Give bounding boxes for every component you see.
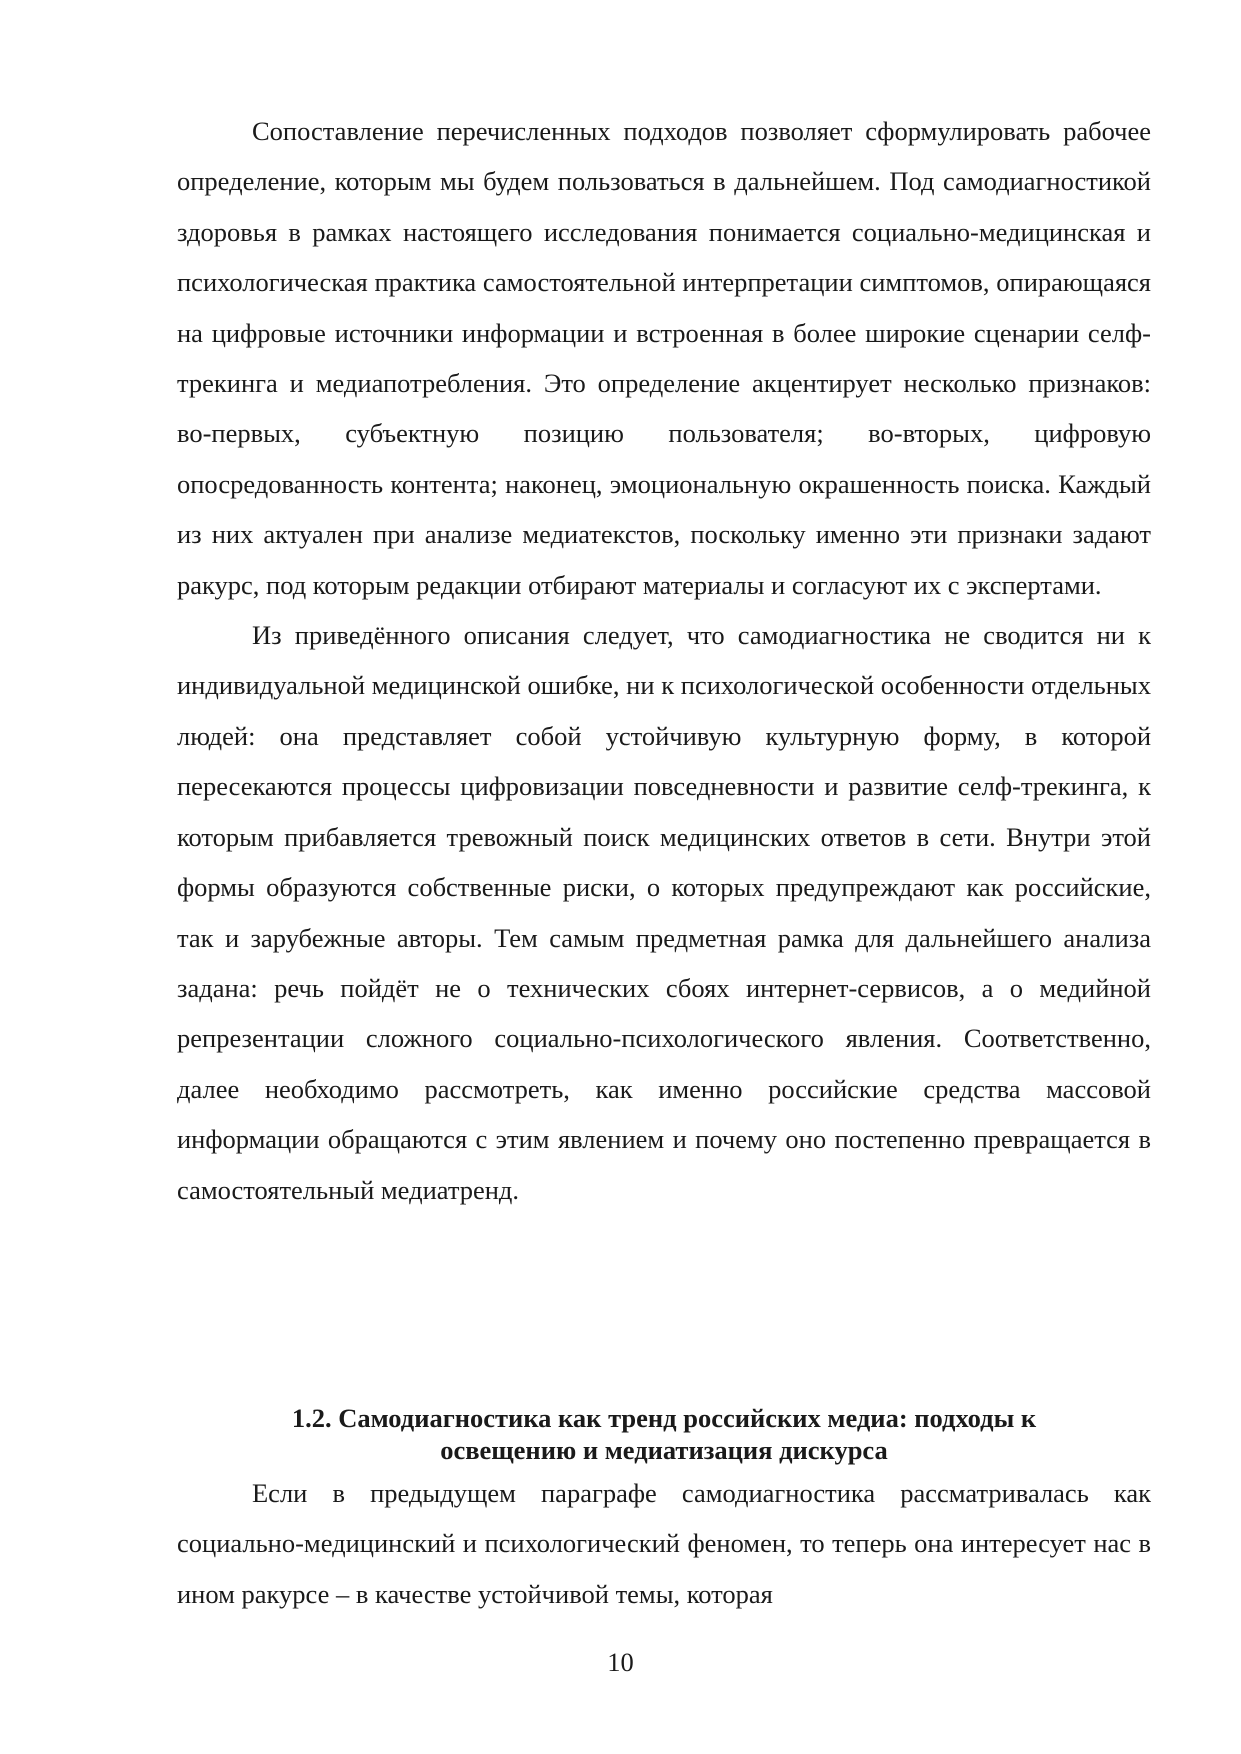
page-number: 10	[607, 1647, 634, 1677]
section-heading-line-1: 1.2. Самодиагностика как тренд российских медиа: подходы к	[291, 1403, 1037, 1433]
paragraph-definition: Сопоставление перечисленных подходов позволяет сформулировать рабочее определение, которым мы будем пользоваться в дальнейшем. Под самодиагностикой здоровья в рамках настоящего исследования понимается социально-медицинская и психологическая практика самостоятельной интерпретации симптомов, опирающаяся на цифровые источники информации и встроенная в более широкие сценарии селф-трекинга и медиапотребления. Это определение акцентирует несколько признаков: во-первых, субъектную позицию пользователя; во-вторых, цифровую опосредованность контента; наконец, эмоциональную окрашенность поиска. Каждый из них актуален при анализе медиатекстов, поскольку именно эти признаки задают ракурс, под которым редакции отбирают материалы и согласуют их с экспертами.	[177, 116, 1151, 600]
paragraph-conclusion: Из приведённого описания следует, что самодиагностика не сводится ни к индивидуальной медицинской ошибке, ни к психологической особенности отдельных людей: она представляет собой устойчивую культурную форму, в которой пересекаются процессы цифровизации повседневности и развитие селф-трекинга, к которым прибавляется тревожный поиск медицинских ответов в сети. Внутри этой формы образуются собственные риски, о которых предупреждают как российские, так и зарубежные авторы. Тем самым предметная рамка для дальнейшего анализа задана: речь пойдёт не о технических сбоях интернет-сервисов, а о медийной репрезентации сложного социально-психологического явления. Соответственно, далее необходимо рассмотреть, как именно российские средства массовой информации обращаются с этим явлением и почему оно постепенно превращается в самостоятельный медиатренд.	[177, 620, 1151, 1205]
section-heading	[177, 1402, 1151, 1466]
body-text-upper	[177, 106, 1151, 1215]
paragraph-section-intro: Если в предыдущем параграфе самодиагностика рассматривалась как социально-медицинский и психологический феномен, то теперь она интересует нас в ином ракурсе – в качестве устойчивой темы, которая	[177, 1478, 1151, 1609]
section-heading-line-2: освещению и медиатизация дискурса	[440, 1435, 888, 1465]
body-text-lower	[177, 1468, 1151, 1619]
